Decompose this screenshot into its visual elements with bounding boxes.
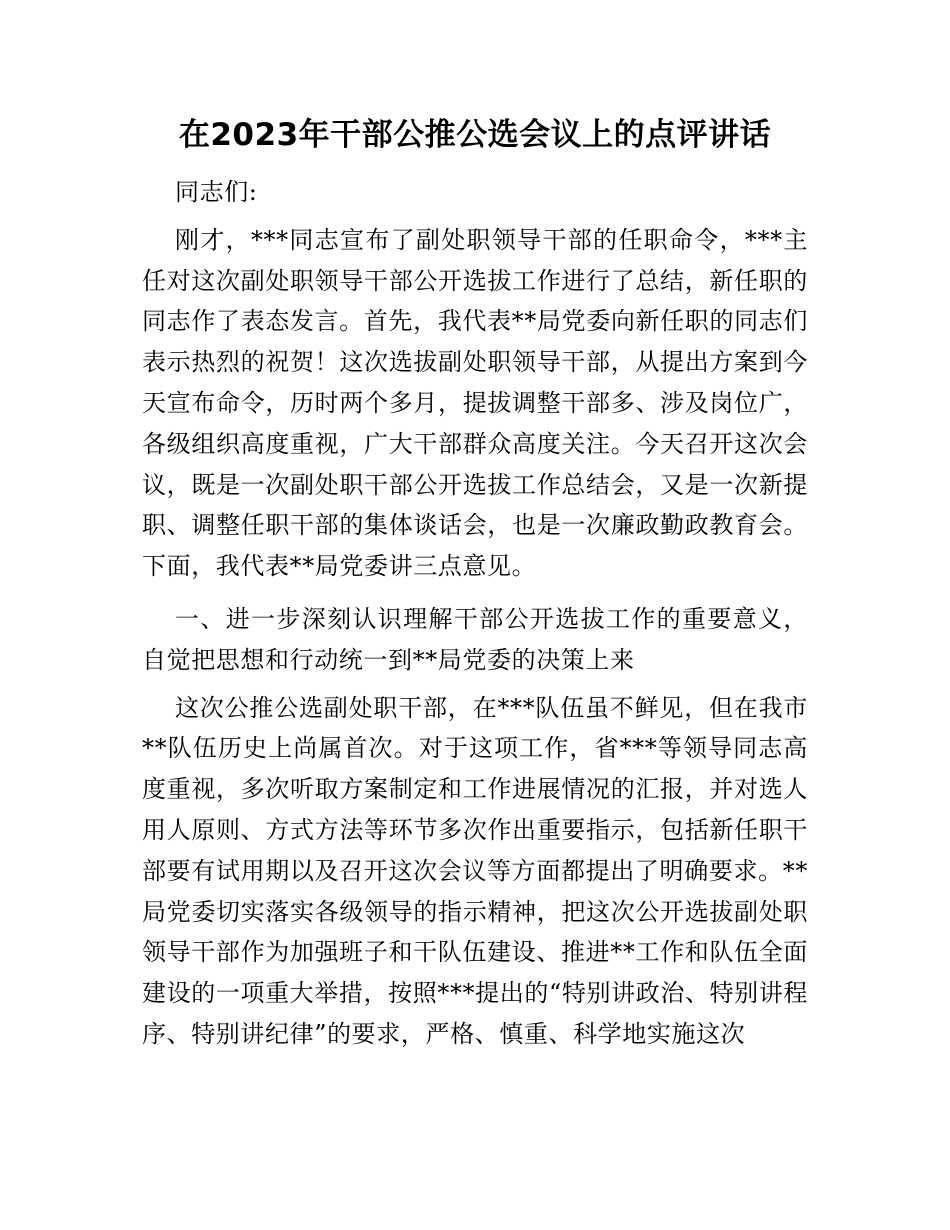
- document-title: 在2023年干部公推公选会议上的点评讲话: [178, 117, 772, 153]
- salutation-paragraph: 同志们:: [175, 178, 258, 206]
- document-body: [142, 172, 808, 1055]
- section-1-paragraph: 这次公推公选副处职干部，在***队伍虽不鲜见，但在我市**队伍历史上尚属首次。对于这项工作，省***等领导同志高度重视，多次听取方案制定和工作进展情况的汇报，并对选人用人原则、方式方法等环节多次作出重要指示，包括新任职干部要有试用期以及召开这次会议等方面都提出了明确要求。**局党委切实落实各级领导的指示精神，把这次公开选拔副处职领导干部作为加强班子和干队伍建设、推进**工作和队伍全面建设的一项重大举措，按照***提出的“特别讲政治、特别讲程序、特别讲纪律”的要求，严格、慎重、科学地实施这次: [142, 693, 808, 1048]
- section-heading-1: 一、进一步深刻认识理解干部公开选拔工作的重要意义，自觉把思想和行动统一到**局党委的决策上来: [142, 604, 808, 674]
- opening-paragraph: 刚才，***同志宣布了副处职领导干部的任职命令，***主任对这次副处职领导干部公开选拔工作进行了总结，新任职的同志作了表态发言。首先，我代表**局党委向新任职的同志们表示热烈的祝贺！这次选拔副处职领导干部，从提出方案到今天宣布命令，历时两个多月，提拔调整干部多、涉及岗位广，各级组织高度重视，广大干部群众高度关注。今天召开这次会议，既是一次副处职干部公开选拔工作总结会，又是一次新提职、调整任职干部的集体谈话会，也是一次廉政勤政教育会。下面，我代表**局党委讲三点意见。: [142, 225, 808, 581]
